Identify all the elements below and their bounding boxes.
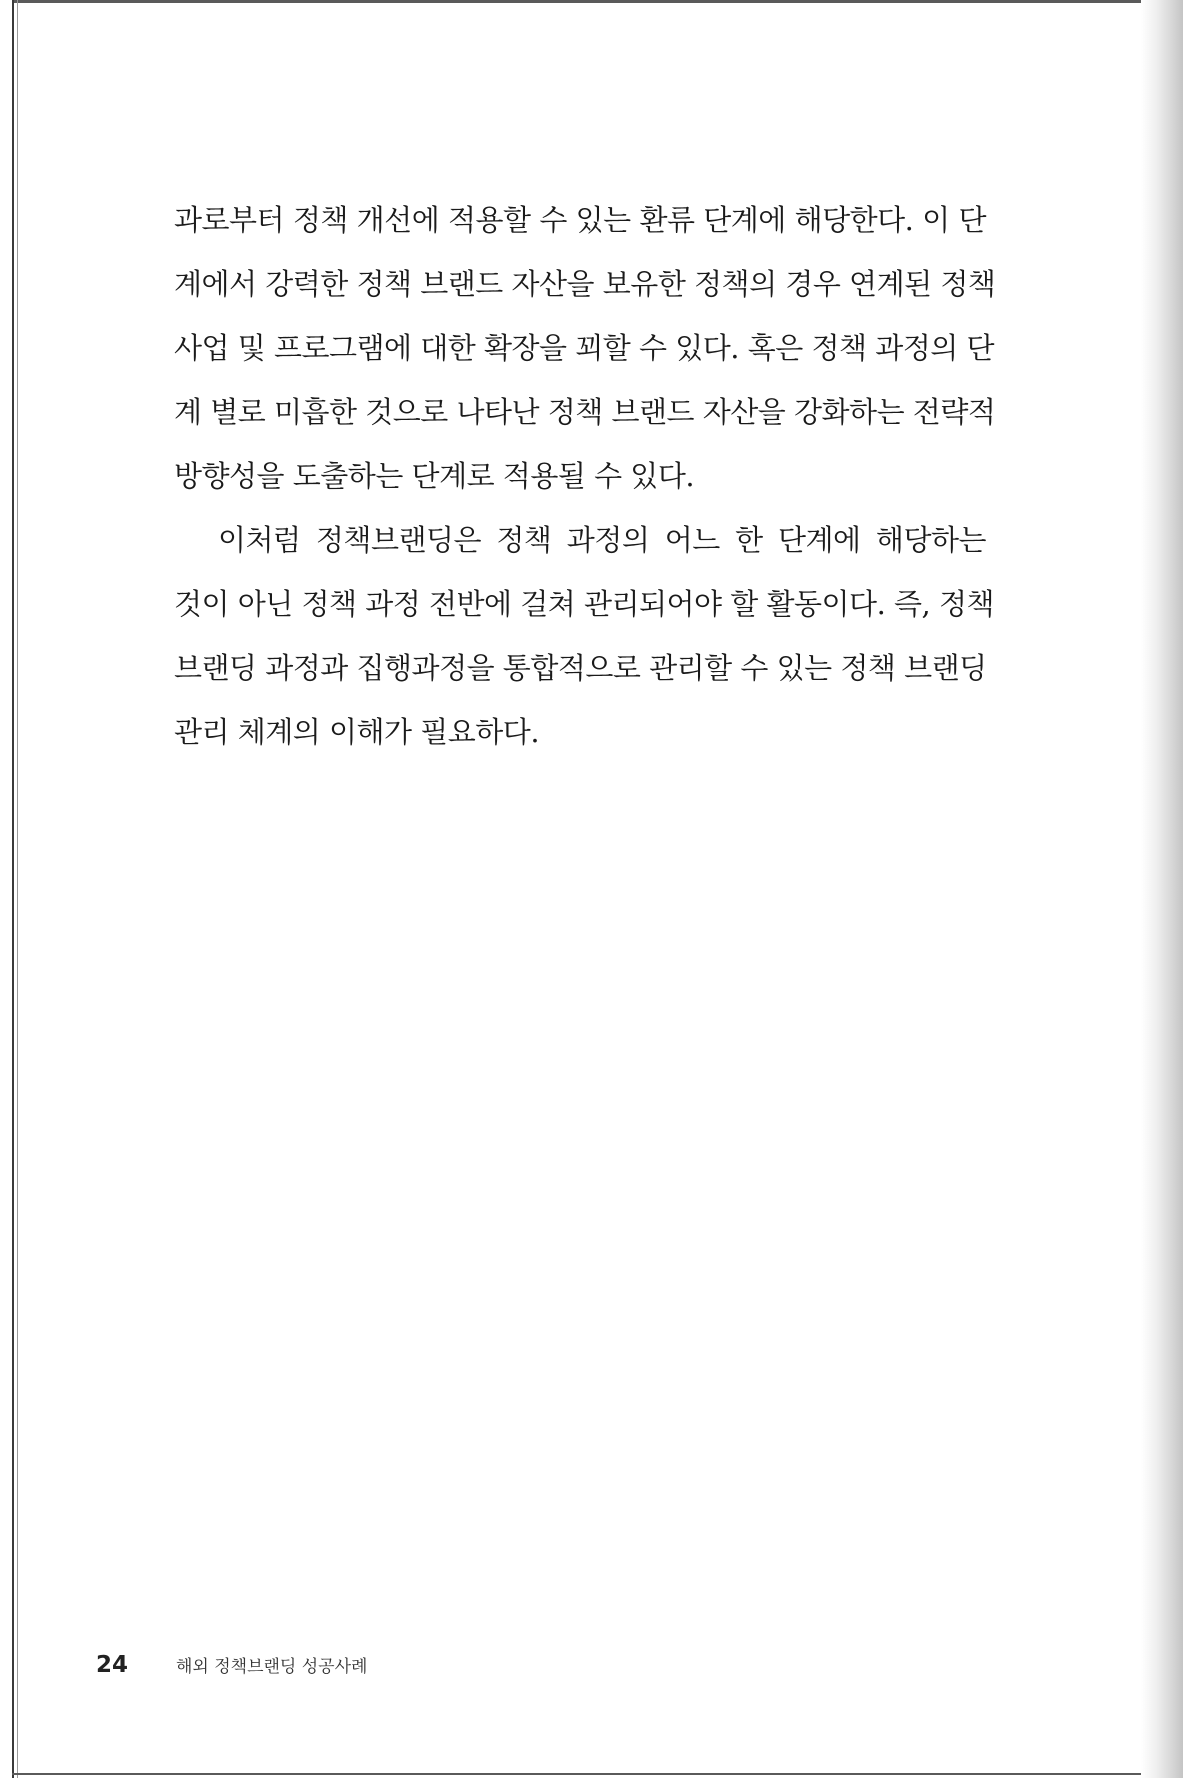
page-left-inner-edge (17, 0, 18, 1778)
text-line: 관리 체계의 이해가 필요하다. (174, 715, 540, 749)
page-spine-shadow (1141, 0, 1183, 1778)
running-title: 해외 정책브랜딩 성공사례 (176, 1657, 368, 1677)
text-line: 사업 및 프로그램에 대한 확장을 꾀할 수 있다. 혹은 정책 과정의 단 (174, 331, 994, 365)
text-line: 이처럼 정책브랜딩은 정책 과정의 어느 한 단계에 해당하는 (218, 523, 986, 557)
paragraph-2 (174, 508, 994, 764)
page-left-edge (12, 0, 14, 1778)
text-line: 계 별로 미흡한 것으로 나타난 정책 브랜드 자산을 강화하는 전략적 (174, 395, 996, 429)
page-number: 24 (96, 1652, 129, 1678)
text-line: 계에서 강력한 정책 브랜드 자산을 보유한 정책의 경우 연계된 정책 (174, 267, 996, 301)
text-line: 과로부터 정책 개선에 적용할 수 있는 환류 단계에 해당한다. 이 단 (174, 203, 986, 237)
body-text (174, 188, 996, 764)
page-footer (96, 1652, 367, 1682)
page-bottom-edge (12, 1773, 1162, 1775)
text-line: 것이 아닌 정책 과정 전반에 걸쳐 관리되어야 할 활동이다. 즉, 정책 (174, 587, 994, 621)
page-top-edge (12, 0, 1162, 3)
text-line: 브랜딩 과정과 집행과정을 통합적으로 관리할 수 있는 정책 브랜딩 (174, 651, 987, 685)
paragraph-1 (174, 188, 996, 508)
text-line: 방향성을 도출하는 단계로 적용될 수 있다. (174, 459, 695, 493)
